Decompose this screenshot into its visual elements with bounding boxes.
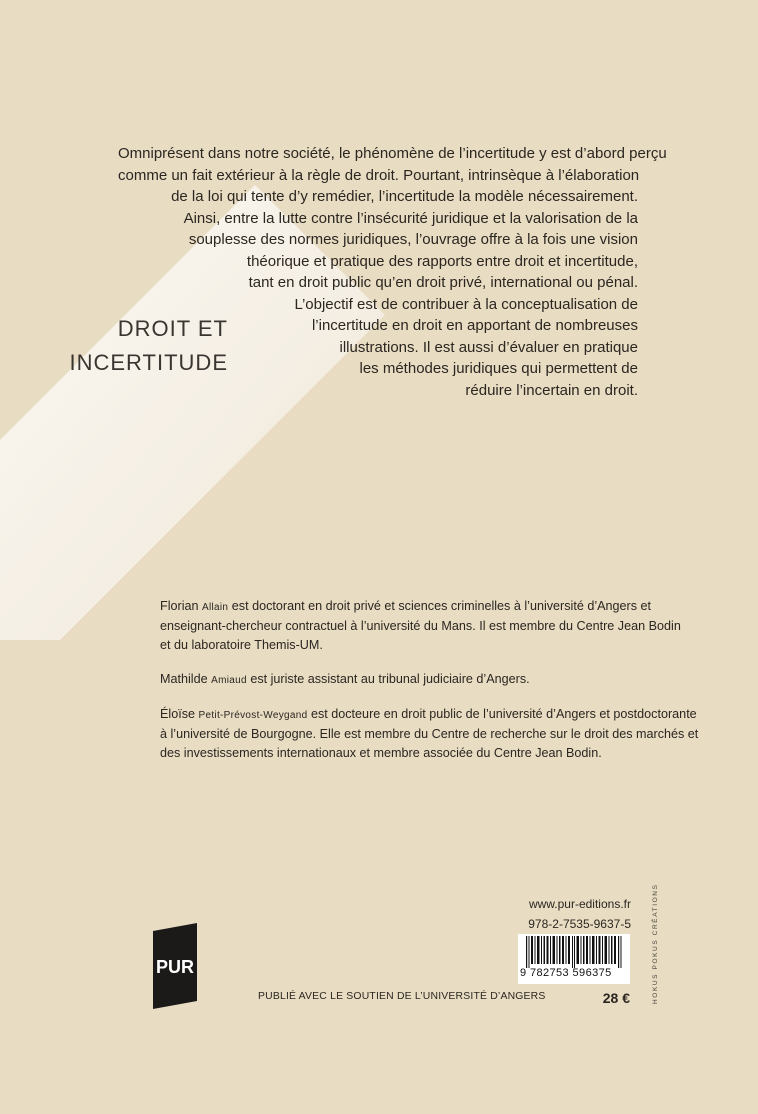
bio-amiaud — [160, 670, 645, 690]
author-last-name: Amiaud — [211, 675, 247, 686]
design-credit: HOKUS POKUS CRÉATIONS — [652, 883, 659, 1004]
blurb-line: de la loi qui tente d’y remédier, l’incertitude la modèle nécessairement. — [171, 188, 638, 205]
bio-line: et du laboratoire Themis-UM. — [160, 638, 323, 652]
bio-text: est docteure en droit public de l’université d’Angers et postdoctorante — [307, 707, 697, 721]
author-first-name: Florian — [160, 599, 199, 613]
bio-line: enseignant-chercheur contractuel à l’université du Mans. Il est membre du Centre Jean Bodin — [160, 619, 681, 633]
bio-petit — [160, 705, 699, 763]
bio-text: est juriste assistant au tribunal judiciaire d’Angers. — [246, 672, 530, 686]
bio-text: est doctorant en droit privé et sciences criminelles à l’université d’Angers et — [228, 599, 652, 613]
bio-line — [160, 705, 697, 725]
bio-allain — [160, 597, 681, 655]
bio-line: des investissements internationaux et membre associée du Centre Jean Bodin. — [160, 746, 602, 760]
blurb-line: illustrations. Il est aussi d’évaluer en pratique — [339, 338, 638, 356]
blurb-line: tant en droit public qu’en droit privé, international ou pénal. — [248, 274, 638, 291]
author-last-name: Allain — [202, 602, 229, 613]
blurb-line: l’incertitude en droit en apportant de nombreuses — [311, 317, 638, 334]
blurb-line: les méthodes juridiques qui permettent de — [359, 360, 638, 377]
price: 28 € — [602, 990, 630, 1006]
blurb-line: comme un fait extérieur à la règle de droit. Pourtant, intrinsèque à l’élaboration — [118, 166, 640, 184]
author-first-name: Éloïse — [160, 707, 196, 721]
back-cover-blurb — [118, 143, 667, 401]
support-notice: PUBLIÉ AVEC LE SOUTIEN DE L’UNIVERSITÉ D’ANGERS — [258, 991, 546, 1002]
author-last-name: Petit-Prévost-Weygand — [198, 710, 308, 721]
barcode-bars — [518, 934, 630, 968]
isbn-number: 978-2-7535-9637-5 — [528, 917, 631, 931]
blurb-line: Omniprésent dans notre société, le phénomène de l’incertitude y est d’abord perçu — [118, 145, 667, 162]
book-title-line-1: DROIT ET — [117, 316, 228, 341]
blurb-line: souplesse des normes juridiques, l’ouvrage offre à la fois une vision — [188, 231, 638, 248]
barcode-digits: 9 782753 596375 — [520, 967, 612, 979]
pur-logo-text: PUR — [155, 957, 195, 977]
blurb-line: Ainsi, entre la lutte contre l’insécurité juridique et la valorisation de la — [183, 209, 638, 227]
bio-line — [160, 670, 645, 690]
blurb-line: L’objectif est de contribuer à la conceptualisation de — [294, 295, 638, 313]
bio-line: à l’université de Bourgogne. Elle est membre du Centre de recherche sur le droit des marchés et — [160, 727, 699, 741]
bio-line — [160, 597, 652, 617]
author-first-name: Mathilde — [160, 672, 208, 686]
publisher-website[interactable]: www.pur-editions.fr — [528, 897, 631, 911]
pur-logo — [153, 923, 199, 1009]
blurb-line: réduire l’incertain en droit. — [465, 381, 638, 399]
blurb-line: théorique et pratique des rapports entre droit et incertitude, — [246, 252, 638, 270]
author-bios — [160, 597, 699, 778]
book-title-line-2: INCERTITUDE — [69, 350, 228, 375]
